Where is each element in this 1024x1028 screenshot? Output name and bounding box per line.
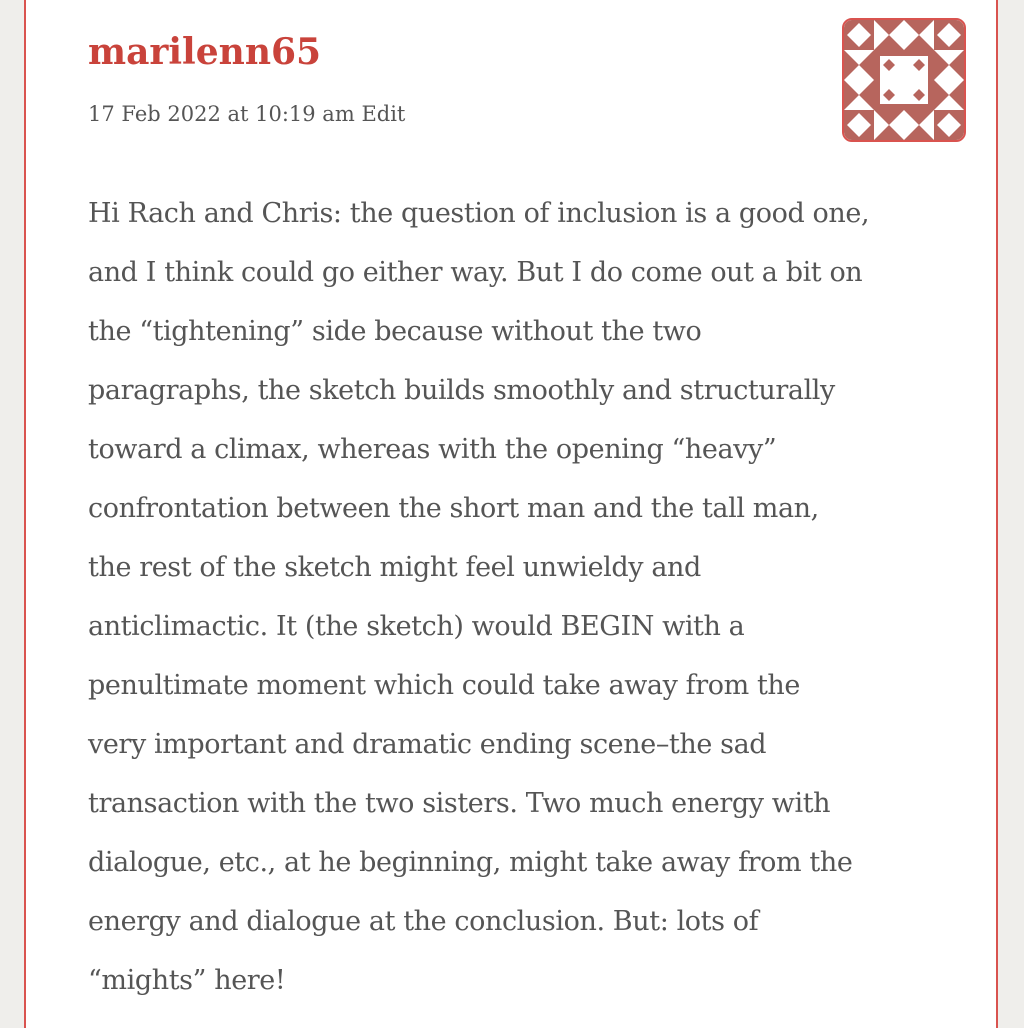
comment-line: transaction with the two sisters. Two much energy with: [88, 788, 831, 819]
comment-line: dialogue, etc., at he beginning, might take away from the: [88, 847, 853, 878]
edit-comment-link[interactable]: Edit: [361, 102, 406, 126]
comment-line: energy and dialogue at the conclusion. But: lots of: [88, 906, 759, 937]
comment-body: [88, 184, 988, 1010]
comment-line: toward a climax, whereas with the opening “heavy”: [88, 434, 777, 465]
avatar: [842, 18, 966, 142]
comment-line: “mights” here!: [88, 965, 286, 996]
comment-date[interactable]: 17 Feb 2022 at 10:19 am: [88, 102, 355, 126]
comment-author-link[interactable]: marilenn65: [88, 31, 322, 73]
comment-line: the “tightening” side because without the two: [88, 316, 702, 347]
comment-meta: [88, 99, 405, 129]
comment-line: Hi Rach and Chris: the question of inclusion is a good one,: [88, 198, 870, 229]
comment-line: anticlimactic. It (the sketch) would BEGIN with a: [88, 611, 745, 642]
comment-line: confrontation between the short man and the tall man,: [88, 493, 819, 524]
comment-line: and I think could go either way. But I do come out a bit on: [88, 257, 863, 288]
identicon-avatar-icon: [844, 20, 964, 140]
comment-line: paragraphs, the sketch builds smoothly and structurally: [88, 375, 835, 406]
comment-line: penultimate moment which could take away from the: [88, 670, 800, 701]
comment-line: very important and dramatic ending scene–the sad: [88, 729, 767, 760]
comment-card: [24, 0, 998, 1028]
comment-line: the rest of the sketch might feel unwieldy and: [88, 552, 701, 583]
